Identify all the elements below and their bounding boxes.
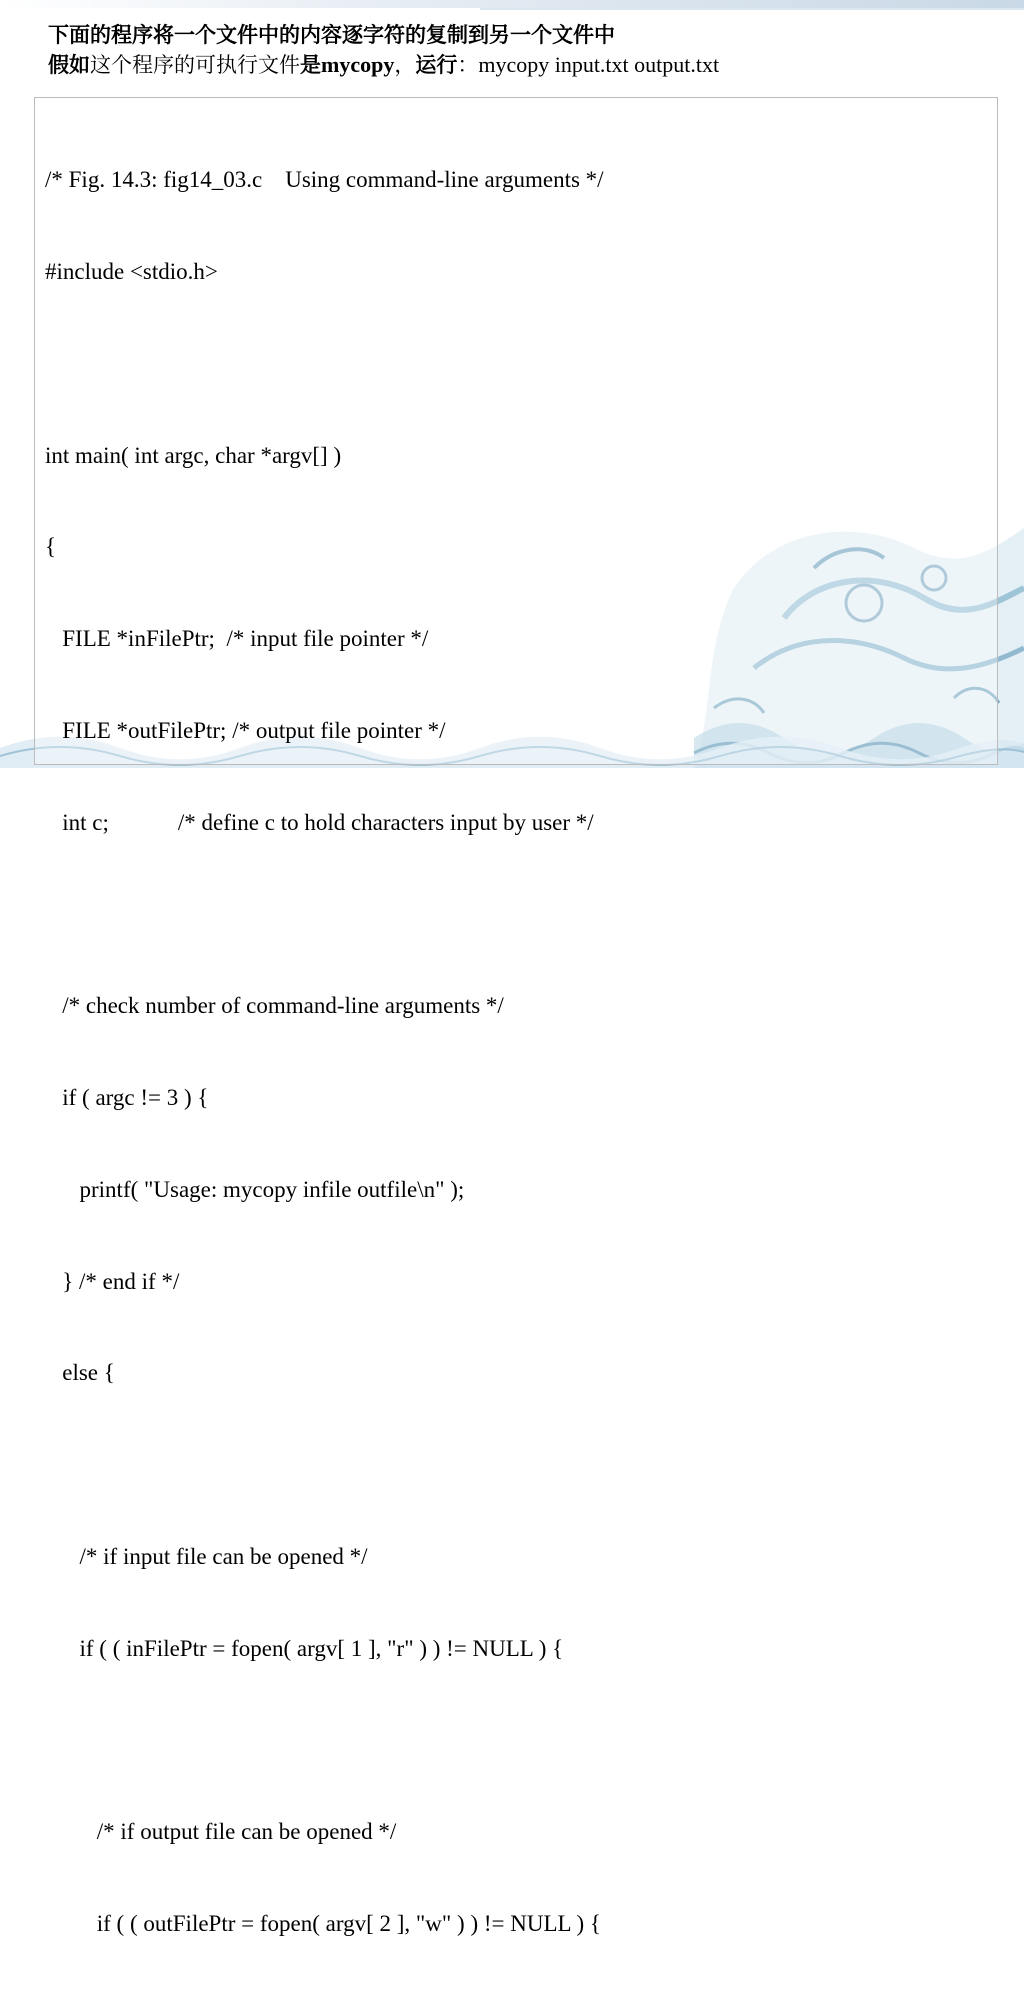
header-line-2-part1: 假如 <box>48 53 90 77</box>
slide-header <box>48 20 1008 80</box>
code-line-20: if ( ( outFilePtr = fopen( argv[ 2 ], "w" ) ) != NULL ) { <box>45 1911 601 1937</box>
code-line-5: { <box>45 534 57 560</box>
code-line-14: else { <box>45 1360 115 1386</box>
code-line-8: int c; /* define c to hold characters input by user */ <box>45 809 594 835</box>
code-line-2: #include <stdio.h> <box>45 258 218 284</box>
header-line-2-part7: ： <box>457 53 479 77</box>
header-line-2-part6: 运行 <box>415 53 458 77</box>
code-line-6: FILE *inFilePtr; /* input file pointer */ <box>45 626 429 652</box>
code-line-1: /* Fig. 14.3: fig14_03.c Using command-line arguments */ <box>45 167 604 193</box>
header-line-2-part3: 是 <box>300 53 321 77</box>
code-line-15 <box>45 1450 604 1481</box>
code-line-7: FILE *outFilePtr; /* output file pointer */ <box>45 717 446 743</box>
code-line-17: if ( ( inFilePtr = fopen( argv[ 1 ], "r" ) ) != NULL ) { <box>45 1635 564 1661</box>
code-line-16: /* if input file can be opened */ <box>45 1543 368 1569</box>
header-line-2-part5: ， <box>394 53 416 77</box>
code-listing <box>45 104 604 2001</box>
code-line-3 <box>45 349 604 380</box>
header-line-2-part4: mycopy <box>321 52 395 77</box>
code-line-12: printf( "Usage: mycopy infile outfile\n" ); <box>45 1176 465 1202</box>
code-line-4: int main( int argc, char *argv[] ) <box>45 442 342 468</box>
code-line-9 <box>45 899 604 930</box>
code-line-18 <box>45 1725 604 1756</box>
header-line-2-part8: mycopy input.txt output.txt <box>478 52 720 77</box>
header-line-2 <box>48 50 1008 80</box>
code-listing-box <box>34 97 998 1937</box>
code-line-19: /* if output file can be opened */ <box>45 1819 397 1845</box>
code-line-13: } /* end if */ <box>45 1268 180 1294</box>
header-line-1-text: 下面的程序将一个文件中的内容逐字符的复制到另一个文件中 <box>48 23 615 47</box>
top-decoration-band <box>0 0 1024 8</box>
header-line-2-part2: 这个程序的可执行文件 <box>90 53 300 77</box>
code-line-11: if ( argc != 3 ) { <box>45 1085 209 1110</box>
header-line-1 <box>48 20 1008 50</box>
top-decoration-rule <box>480 8 1024 10</box>
code-line-10: /* check number of command-line arguments */ <box>45 993 504 1019</box>
